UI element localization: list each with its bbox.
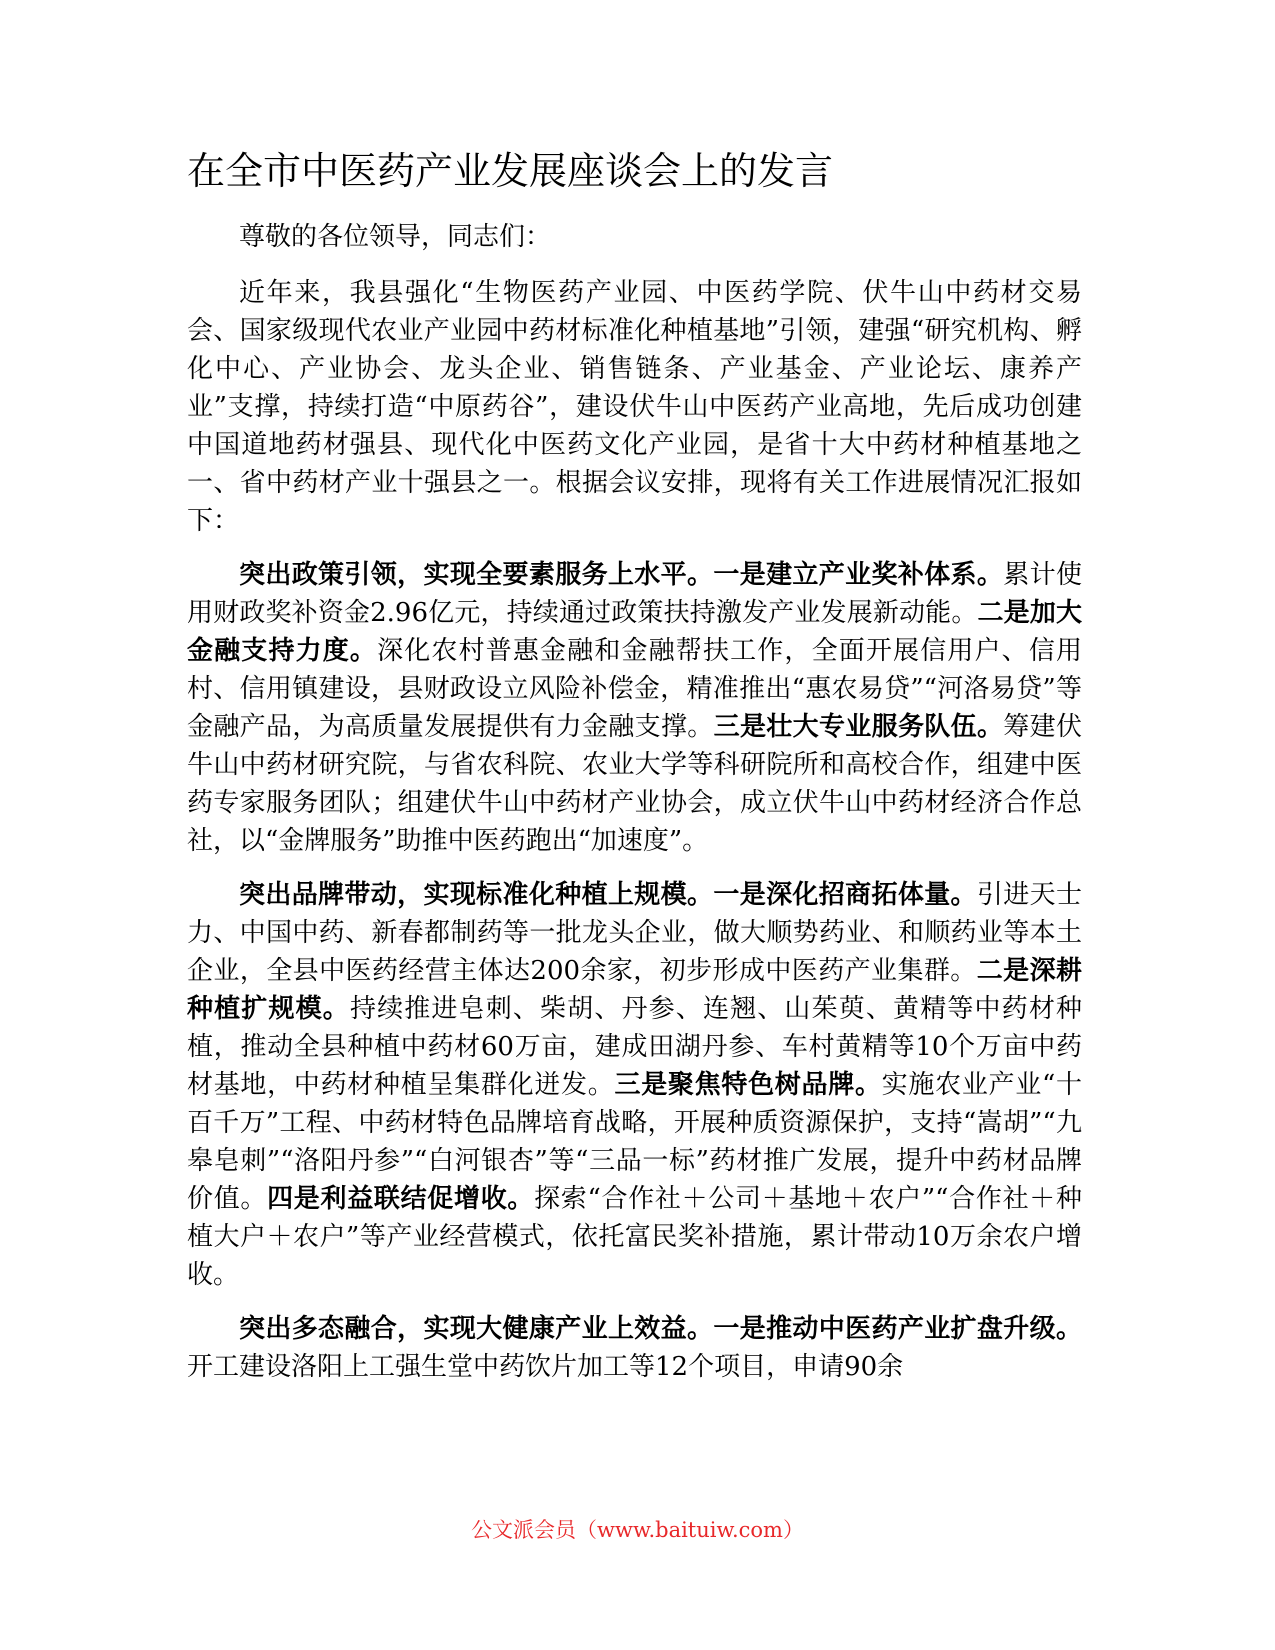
item-text: 累计使用财政奖补资金2.96亿元，持续通过政策扶持激发产业发展新动能。	[187, 559, 1082, 628]
section-heading: 突出多态融合，实现大健康产业上效益。	[239, 1313, 714, 1344]
item-text: 深化农村普惠金融和金融帮扶工作，全面开展信用户、信用村、信用镇建设，县财政设立风险补偿金，精准推出“惠农易贷”“河洛易贷”等金融产品，为高质量发展提供有力金融支撑。	[187, 635, 1082, 742]
section-integration	[187, 1310, 1082, 1386]
document-page	[187, 148, 1082, 1402]
item-lead: 二是加大金融支持力度。	[187, 597, 1082, 666]
item-lead: 一是建立产业奖补体系。	[713, 559, 1004, 590]
item-text: 开工建设洛阳上工强生堂中药饮片加工等12个项目，申请90余	[187, 1351, 904, 1382]
item-lead: 四是利益联结促增收。	[267, 1183, 535, 1214]
item-lead: 一是深化招商拓体量。	[713, 879, 977, 910]
page-title: 在全市中医药产业发展座谈会上的发言	[187, 149, 834, 193]
item-text: 实施农业产业“十百千万”工程、中药材特色品牌培育战略，开展种质资源保护，支持“嵩胡”“九皋皂刺”“洛阳丹参”“白河银杏”等“三品一标”药材推广发展，提升中药材品牌价值。	[187, 1069, 1082, 1214]
item-lead: 一是推动中医药产业扩盘升级。	[713, 1313, 1082, 1344]
section-heading: 突出品牌带动，实现标准化种植上规模。	[239, 879, 714, 910]
item-text: 探索“合作社＋公司＋基地＋农户”“合作社＋种植大户＋农户”等产业经营模式，依托富民奖补措施，累计带动10万余农户增收。	[187, 1183, 1082, 1290]
item-lead: 三是壮大专业服务队伍。	[713, 711, 1004, 742]
section-heading: 突出政策引领，实现全要素服务上水平。	[239, 559, 714, 590]
item-text: 筹建伏牛山中药材研究院，与省农科院、农业大学等科研院所和高校合作，组建中医药专家服务团队；组建伏牛山中药材产业协会，成立伏牛山中药材经济合作总社，以“金牌服务”助推中医药跑出“加速度”。	[187, 711, 1082, 856]
intro-paragraph: 近年来，我县强化“生物医药产业园、中医药学院、伏牛山中药材交易会、国家级现代农业产业园中药材标准化种植基地”引领，建强“研究机构、孵化中心、产业协会、龙头企业、销售链条、产业基金、产业论坛、康养产业”支撑，持续打造“中原药谷”，建设伏牛山中医药产业高地，先后成功创建中国道地药材强县、现代化中医药文化产业园，是省十大中药材种植基地之一、省中药材产业十强县之一。根据会议安排，现将有关工作进展情况汇报如下：	[187, 277, 1082, 536]
section-brand	[187, 876, 1082, 1294]
watermark-footer: 公文派会员（www.baituiw.com）	[471, 1518, 804, 1542]
greeting: 尊敬的各位领导，同志们：	[239, 221, 552, 252]
item-text: 引进天士力、中国中药、新春都制药等一批龙头企业，做大顺势药业、和顺药业等本土企业，全县中医药经营主体达200余家，初步形成中医药产业集群。	[187, 879, 1082, 986]
item-lead: 二是深耕种植扩规模。	[187, 955, 1082, 1024]
item-lead: 三是聚焦特色树品牌。	[614, 1069, 882, 1100]
section-policy	[187, 556, 1082, 860]
item-text: 持续推进皂刺、柴胡、丹参、连翘、山茱萸、黄精等中药材种植，推动全县种植中药材60万亩，建成田湖丹参、车村黄精等10个万亩中药材基地，中药材种植呈集群化迸发。	[187, 993, 1082, 1100]
